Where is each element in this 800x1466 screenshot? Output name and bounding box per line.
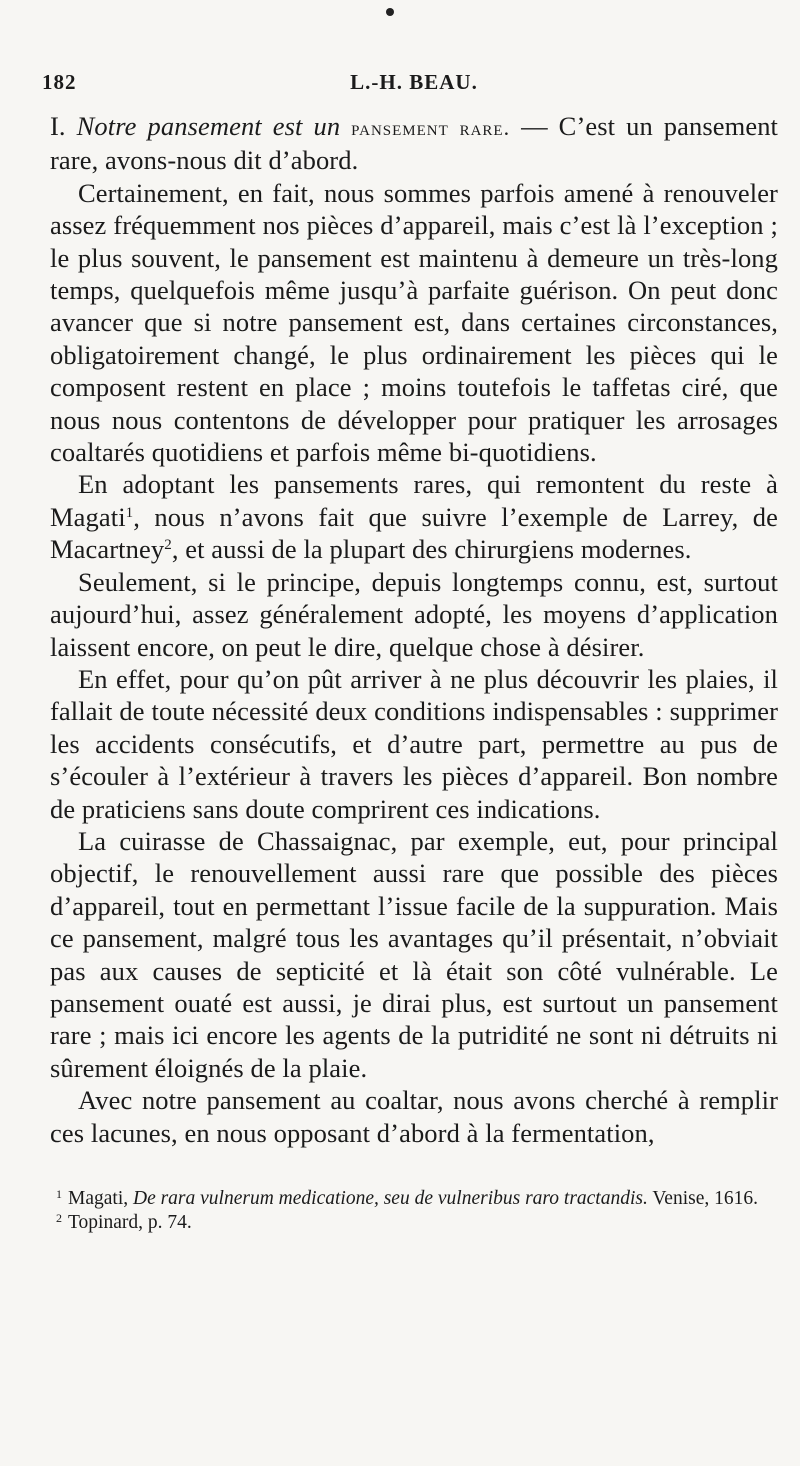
running-head: L.-H. BEAU.	[350, 70, 478, 94]
footnote-ref-2[interactable]: 2	[164, 537, 172, 554]
footnotes	[50, 1187, 778, 1235]
paragraph-3-part-c: , et aussi de la plupart des chirurgiens modernes.	[171, 534, 692, 565]
footnote-1-mark: 1	[56, 1187, 62, 1201]
ink-speck	[386, 8, 394, 16]
paragraph-7: Avec notre pansement au coaltar, nous avons cherché à remplir ces lacunes, en nous opposant d’abord à la fermentation,	[50, 1085, 778, 1148]
footnote-2	[50, 1211, 778, 1235]
page-number: 182	[42, 70, 77, 94]
body-text	[50, 110, 778, 1149]
section-numeral: I.	[50, 111, 66, 141]
footnote-1	[50, 1187, 778, 1211]
footnote-2-mark: 2	[56, 1211, 62, 1225]
section-title: Notre pansement est un	[76, 111, 341, 141]
section-title-smallcaps: pansement rare.	[351, 115, 511, 140]
book-page	[42, 70, 779, 1235]
paragraph-1	[50, 110, 778, 177]
paragraph-5: En effet, pour qu’on pût arriver à ne plus découvrir les plaies, il fallait de toute nécessité deux conditions indispensables : supprimer les accidents consécutifs, et d’autre part, permettre au pus de s’écouler à l’extérieur à travers les pièces d’appareil. Bon nombre de praticiens sans doute comprirent ces indications.	[50, 663, 778, 824]
paragraph-1-text: — C’est un pansement rare, avons-nous dit d’abord.	[50, 111, 779, 176]
paragraph-3	[50, 468, 778, 565]
paragraph-3-part-b: , nous n’avons fait que suivre l’exemple de Larrey, de Macartney	[50, 501, 778, 565]
page-header	[42, 70, 778, 100]
paragraph-6: La cuirasse de Chassaignac, par exemple, eut, pour principal objectif, le renouvellement aussi rare que possible des pièces d’appareil, tout en permettant l’issue facile de la suppuration. Mais ce pansement, malgré tous les avantages qu’il présentait, n’obviait pas aux causes de septicité et là était son côté vulnérable. Le pansement ouaté est aussi, je dirai plus, est surtout un pansement rare ; mais ici encore les agents de la putridité ne sont ni détruits ni sûrement éloignés de la plaie.	[50, 825, 778, 1083]
footnote-1-title: De rara vulnerum medicatione, seu de vulneribus raro tractandis.	[132, 1188, 648, 1209]
footnote-2-text: Topinard, p. 74.	[68, 1212, 192, 1233]
footnote-1-place: Venise, 1616.	[652, 1188, 759, 1209]
footnote-1-author: Magati,	[68, 1188, 129, 1209]
paragraph-4: Seulement, si le principe, depuis longtemps connu, est, surtout aujourd’hui, assez généralement adopté, les moyens d’application laissent encore, on peut le dire, quelque chose à désirer.	[50, 566, 778, 662]
paragraph-2: Certainement, en fait, nous sommes parfois amené à renouveler assez fréquemment nos pièces d’appareil, mais c’est là l’exception ; le plus souvent, le pansement est maintenu à demeure un très-long temps, quelquefois même jusqu’à parfaite guérison. On peut donc avancer que si notre pansement est, dans certaines circonstances, obligatoirement changé, le plus ordinairement les pièces qui le composent restent en place ; moins toutefois le taffetas ciré, que nous nous contentons de développer pour pratiquer les arrosages coaltarés quotidiens et parfois même bi-quotidiens.	[50, 177, 778, 468]
paragraph-3-part-a: En adoptant les pansements rares, qui remontent du reste à Magati	[50, 469, 778, 532]
footnote-ref-1[interactable]: 1	[125, 504, 134, 521]
